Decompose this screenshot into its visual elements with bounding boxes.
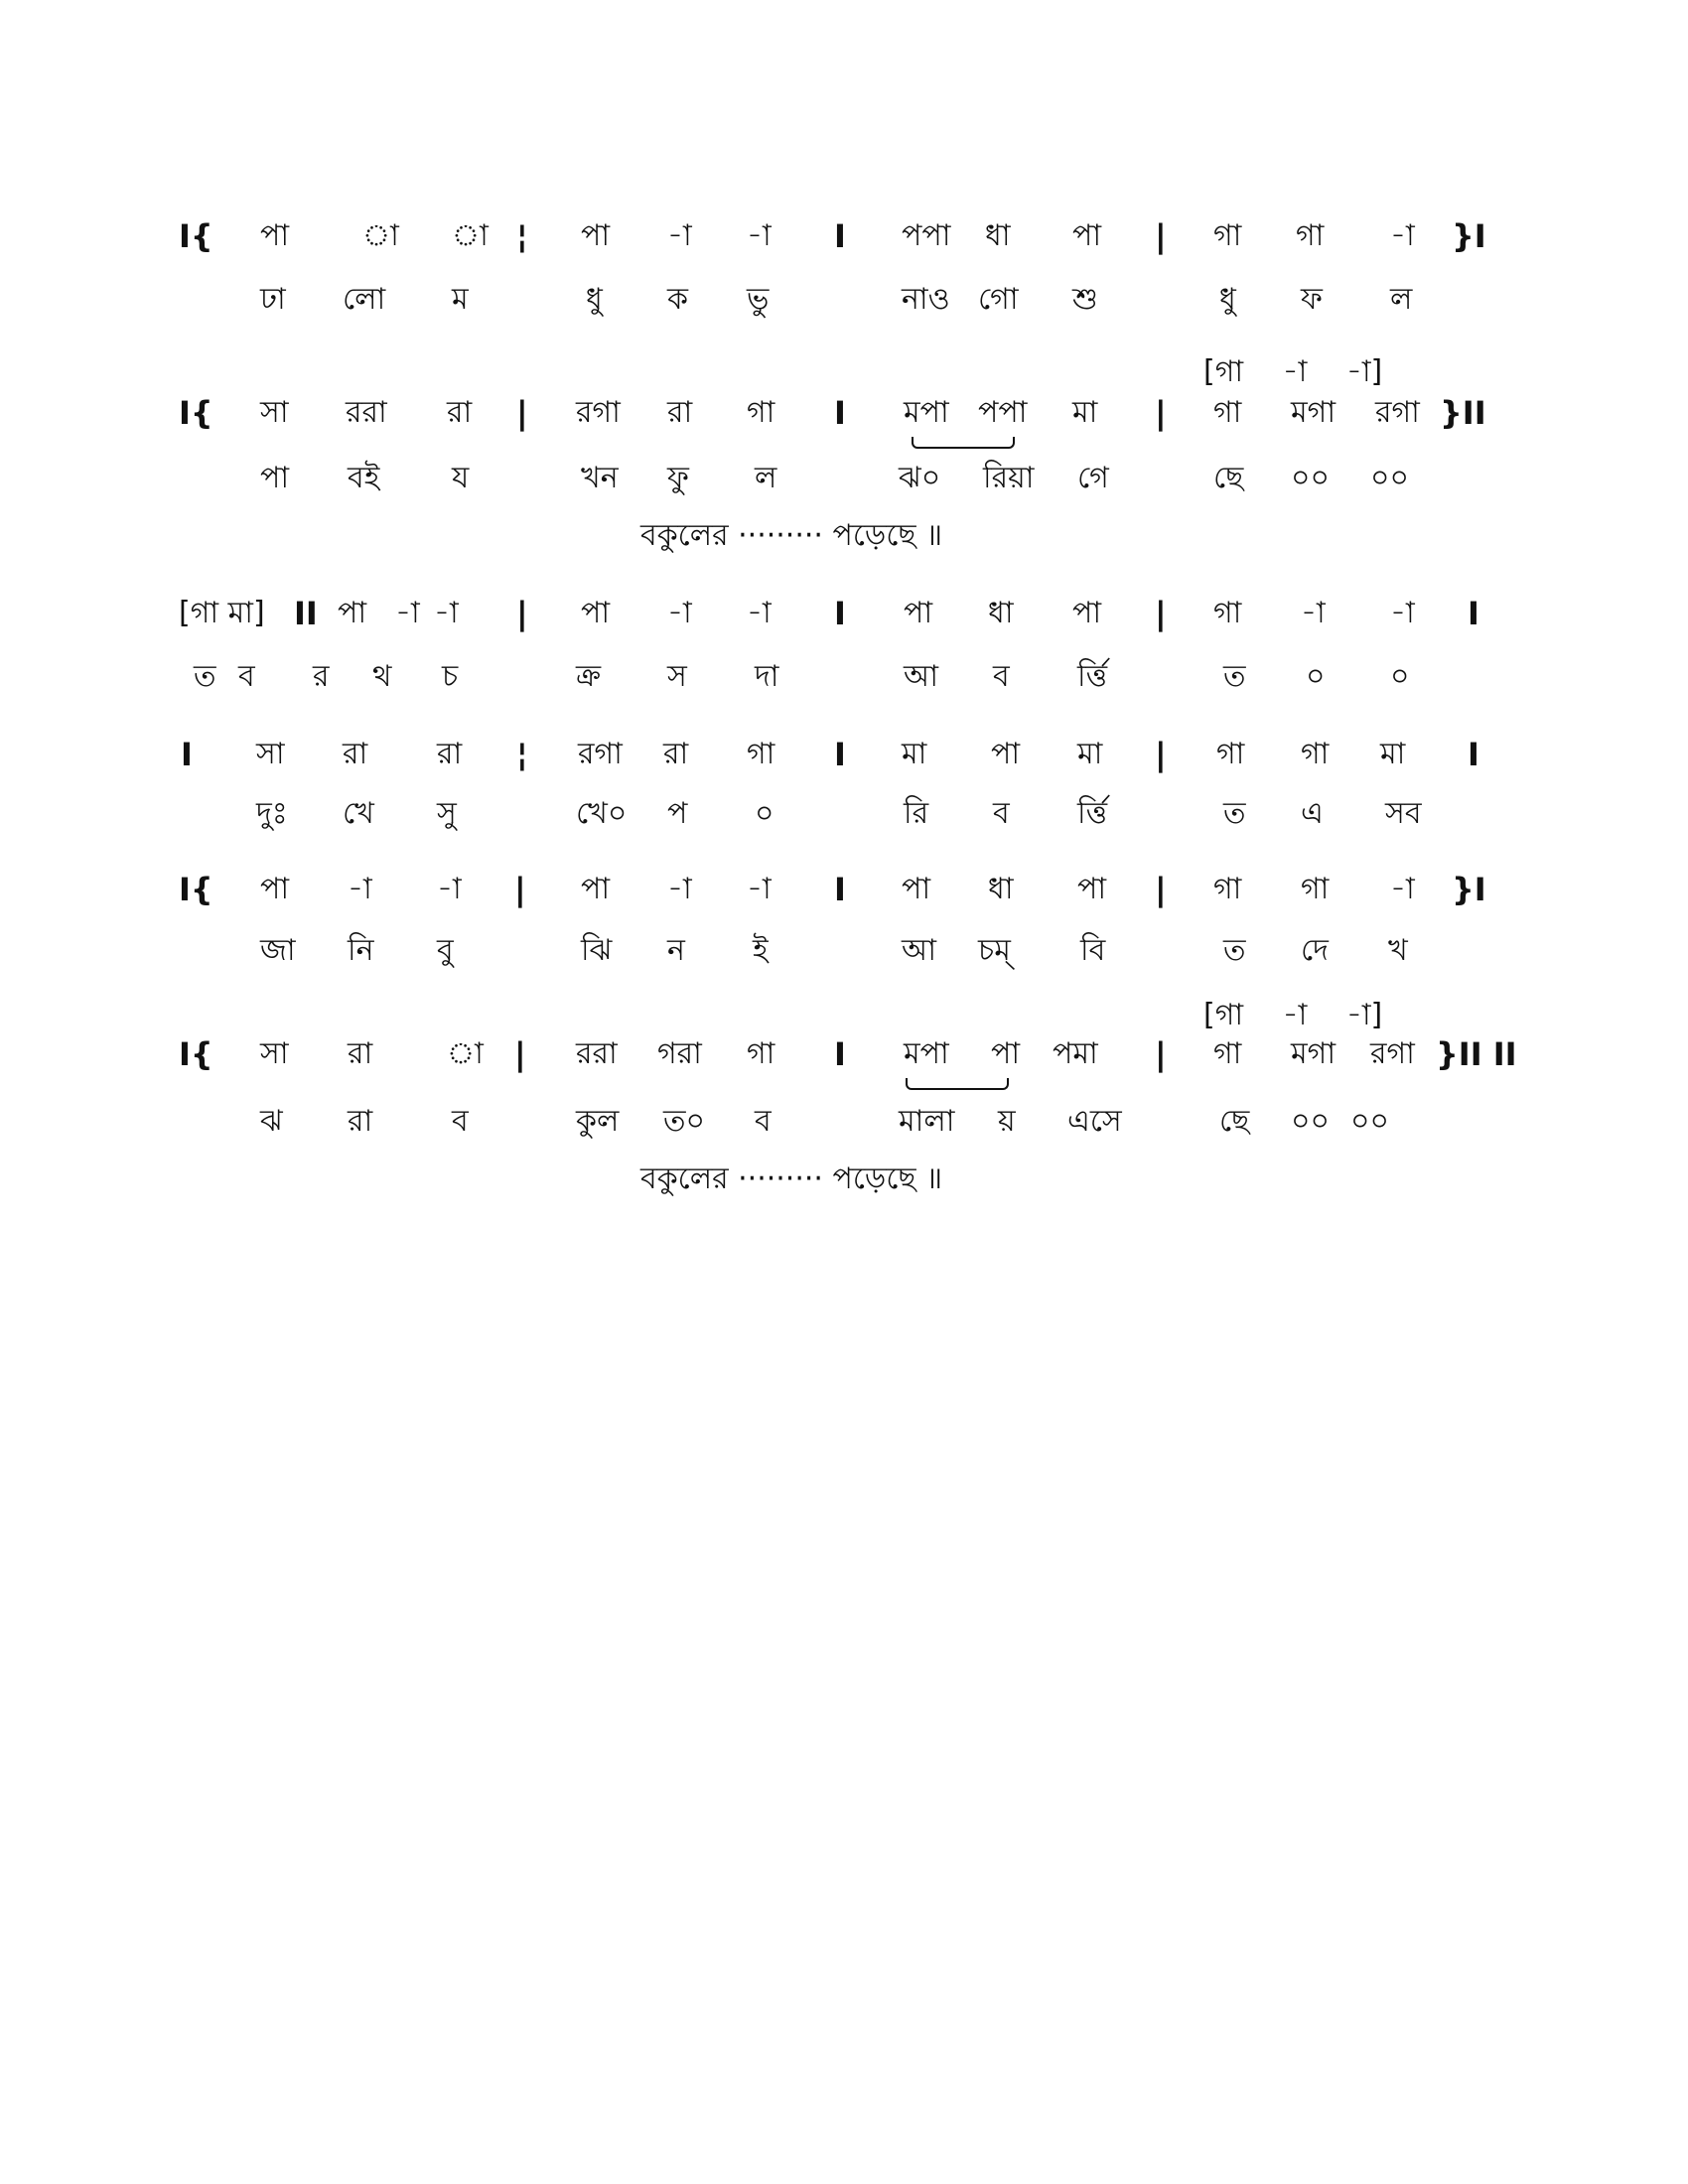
lyric-syllable: ০ [755,796,774,831]
volta-bracket: [গা -া -া] [1203,998,1383,1032]
lyric-syllable: স [667,659,687,694]
lyric-syllable: খে [343,796,374,831]
volta-line-2 [0,352,1688,392]
note: -া [667,596,692,630]
lyric-syllable: চম্ [978,933,1011,968]
lyric-syllable: বই [348,461,380,495]
lyric-syllable: ত [1223,933,1246,968]
bar-sign: }I [1452,217,1486,255]
notation-line-4 [0,735,1688,774]
note: গা [1213,872,1242,906]
note: সা [260,395,289,430]
bar-sign: | [1155,1035,1167,1073]
note: রা [447,395,473,430]
note: পা [260,218,290,253]
lyric-syllable: কুল [576,1104,620,1139]
note-group: [গা মা] [179,596,265,630]
lyric-syllable: ব [755,1104,772,1139]
lyric-syllable: গে [1077,461,1109,495]
lyric-syllable: ০০ [1291,461,1331,495]
note: া [447,1036,484,1071]
note: মগা [1291,395,1336,430]
lyric-syllable: ছে [1219,1104,1250,1139]
note: গা [747,395,775,430]
lyric-syllable: ত [194,659,216,694]
lyric-syllable: দুঃ [256,796,288,831]
lyric-syllable: ০০ [1370,461,1410,495]
bar-sign: I{ [179,394,213,432]
lyric-syllable: আ [904,659,938,694]
note: পা [1072,218,1102,253]
lyric-syllable: ভু [747,282,770,317]
volta-line-6 [0,996,1688,1035]
lyric-syllable: ফু [667,461,689,495]
lyric-line-3 [0,657,1688,697]
lyric-syllable: ত [1223,659,1246,694]
slur-mark [906,1078,1009,1090]
bar-sign: I [834,736,846,773]
lyric-syllable: বি [1080,933,1106,968]
lyric-syllable: পা [260,461,290,495]
lyric-syllable: ন [667,933,685,968]
lyric-syllable: শু [1072,282,1098,317]
notation-line-1 [0,216,1688,256]
lyric-syllable: সু [437,796,457,831]
lyric-syllable: ম [452,282,469,317]
lyric-syllable: ঝ০ [899,461,941,495]
notation-line-2 [0,393,1688,433]
lyric-syllable: র [313,659,330,694]
lyric-line-1 [0,280,1688,320]
note: রা [667,395,693,430]
lyric-syllable: ব [238,659,255,694]
lyric-syllable: আ [902,933,936,968]
note: -া [437,872,462,906]
note: পা [1072,596,1102,630]
lyric-syllable: এসে [1067,1104,1122,1139]
note: রা [437,737,463,771]
note: মপা [904,395,949,430]
note: গরা [657,1036,702,1071]
bar-sign: I [834,871,846,908]
lyric-syllable: ব [993,796,1010,831]
note: গা [1213,218,1242,253]
note: রা [343,737,368,771]
note: পা [1077,872,1107,906]
bar-sign: I [1468,736,1479,773]
refrain-line: বকুলের ········· পড়েছে ॥ [640,1161,943,1196]
bar-sign: }II [1440,394,1486,432]
note: সা [256,737,285,771]
lyric-syllable: রা [348,1104,373,1139]
notation-line-3 [0,594,1688,633]
note: গা [1296,218,1325,253]
lyric-syllable: ধু [586,282,603,317]
lyric-syllable: রিয়া [983,461,1035,495]
note: ররা [576,1036,618,1071]
bar-sign: | [1155,217,1167,255]
note: -া [1390,596,1415,630]
lyric-syllable: ০০ [1291,1104,1331,1139]
lyric-syllable: এ [1301,796,1324,831]
note: পা [902,872,931,906]
bar-sign: I [1468,595,1479,632]
note: -া [667,218,692,253]
lyric-syllable: নি [348,933,374,968]
lyric-syllable: বু [437,933,454,968]
notation-line-5 [0,870,1688,909]
lyric-syllable: ০ [1306,659,1326,694]
bar-sign: I{ [179,1035,213,1073]
note: গা [1216,737,1245,771]
note: ধা [985,218,1011,253]
bar-sign: ¦ [516,736,528,773]
note: সা [260,1036,289,1071]
lyric-syllable: খন [581,461,619,495]
lyric-syllable: ঢা [260,282,286,317]
note: মা [1380,737,1406,771]
bar-sign: | [516,394,528,432]
lyric-syllable: ধু [1219,282,1236,317]
lyric-syllable: থ [372,659,392,694]
lyric-syllable: ল [1390,282,1413,317]
bar-sign: II [294,595,318,632]
slur-mark [912,437,1015,449]
bar-sign: ¦ [516,217,528,255]
note: পা [991,1036,1021,1071]
note: ধা [988,872,1014,906]
note: পমা [1053,1036,1098,1071]
note: পা [991,737,1021,771]
note: ররা [346,395,387,430]
note: -া [395,596,420,630]
note: -া [434,596,459,630]
lyric-syllable: ঝ [260,1104,283,1139]
lyric-syllable: লো [343,282,386,317]
note: মপা [904,1036,949,1071]
note: পা [904,596,933,630]
lyric-syllable: রি [904,796,929,831]
note: -া [747,218,772,253]
bar-sign: I{ [179,217,213,255]
note: রা [348,1036,373,1071]
note: রগা [1375,395,1420,430]
bar-sign: I [181,736,193,773]
bar-sign: I [834,595,846,632]
note: গা [1301,737,1330,771]
note: পপা [902,218,951,253]
lyric-syllable: গো [978,282,1019,317]
note: মগা [1291,1036,1336,1071]
note: গা [1213,596,1242,630]
bar-sign: | [1155,736,1167,773]
note: -া [667,872,692,906]
lyric-syllable: ব [452,1104,469,1139]
note: মা [902,737,927,771]
lyric-line-5 [0,931,1688,971]
lyric-syllable: ০ [1390,659,1410,694]
note: গা [1301,872,1330,906]
note: -া [747,596,772,630]
lyric-syllable: ল [755,461,777,495]
bar-sign: I [834,217,846,255]
lyric-syllable: ছে [1213,461,1244,495]
bar-sign: }I [1452,871,1486,908]
note: পপা [978,395,1028,430]
note: পা [581,218,611,253]
bar-sign: | [516,595,528,632]
lyric-syllable: ফ [1301,282,1323,317]
note: গা [1213,1036,1242,1071]
lyric-syllable: দা [755,659,779,694]
lyric-syllable: জা [260,933,296,968]
note: া [362,218,399,253]
bar-sign: | [514,871,526,908]
lyric-syllable: ত [1223,796,1246,831]
lyric-line-2 [0,459,1688,498]
lyric-line-4 [0,794,1688,834]
lyric-syllable: দে [1301,933,1329,968]
note: পা [260,872,290,906]
lyric-syllable: ক্র [576,659,602,694]
note: পা [581,596,611,630]
lyric-syllable: র্ত্তি [1077,659,1108,694]
bar-sign: | [1155,394,1167,432]
note: পা [581,872,611,906]
refrain-line: বকুলের ········· পড়েছে ॥ [640,518,943,553]
note: ধা [988,596,1014,630]
lyric-syllable: মালা [899,1104,955,1139]
note: া [452,218,489,253]
lyric-line-6 [0,1102,1688,1142]
note: -া [1390,872,1415,906]
note: পা [338,596,367,630]
notation-line-6 [0,1034,1688,1074]
lyric-syllable: র্ত্তি [1077,796,1108,831]
note: গা [747,1036,775,1071]
lyric-syllable: চ [442,659,459,694]
note: মা [1077,737,1103,771]
lyric-syllable: য় [998,1104,1016,1139]
note: মা [1072,395,1098,430]
bar-sign: | [1155,595,1167,632]
bar-sign: | [514,1035,526,1073]
note: রগা [578,737,623,771]
bar-sign: }II II [1436,1035,1517,1073]
volta-bracket: [গা -া -া] [1203,354,1383,389]
lyric-syllable: নাও [902,282,950,317]
bar-sign: I [834,1035,846,1073]
note: গা [1213,395,1242,430]
lyric-syllable: ঝি [581,933,613,968]
lyric-syllable: প [667,796,688,831]
bar-sign: | [1155,871,1167,908]
lyric-syllable: ত০ [663,1104,706,1139]
note: গা [747,737,775,771]
bar-sign: I{ [179,871,213,908]
lyric-syllable: ক [667,282,688,317]
note: রগা [1370,1036,1415,1071]
note: -া [348,872,372,906]
note: রা [663,737,689,771]
lyric-syllable: ব [993,659,1010,694]
lyric-syllable: সব [1385,796,1422,831]
note: -া [747,872,772,906]
lyric-syllable: খে০ [576,796,628,831]
note: -া [1390,218,1415,253]
lyric-syllable: খ [1388,933,1408,968]
note: -া [1301,596,1326,630]
bar-sign: I [834,394,846,432]
lyric-syllable: ই [753,933,769,968]
lyric-syllable: য [452,461,470,495]
lyric-syllable: ০০ [1350,1104,1390,1139]
note: রগা [576,395,621,430]
